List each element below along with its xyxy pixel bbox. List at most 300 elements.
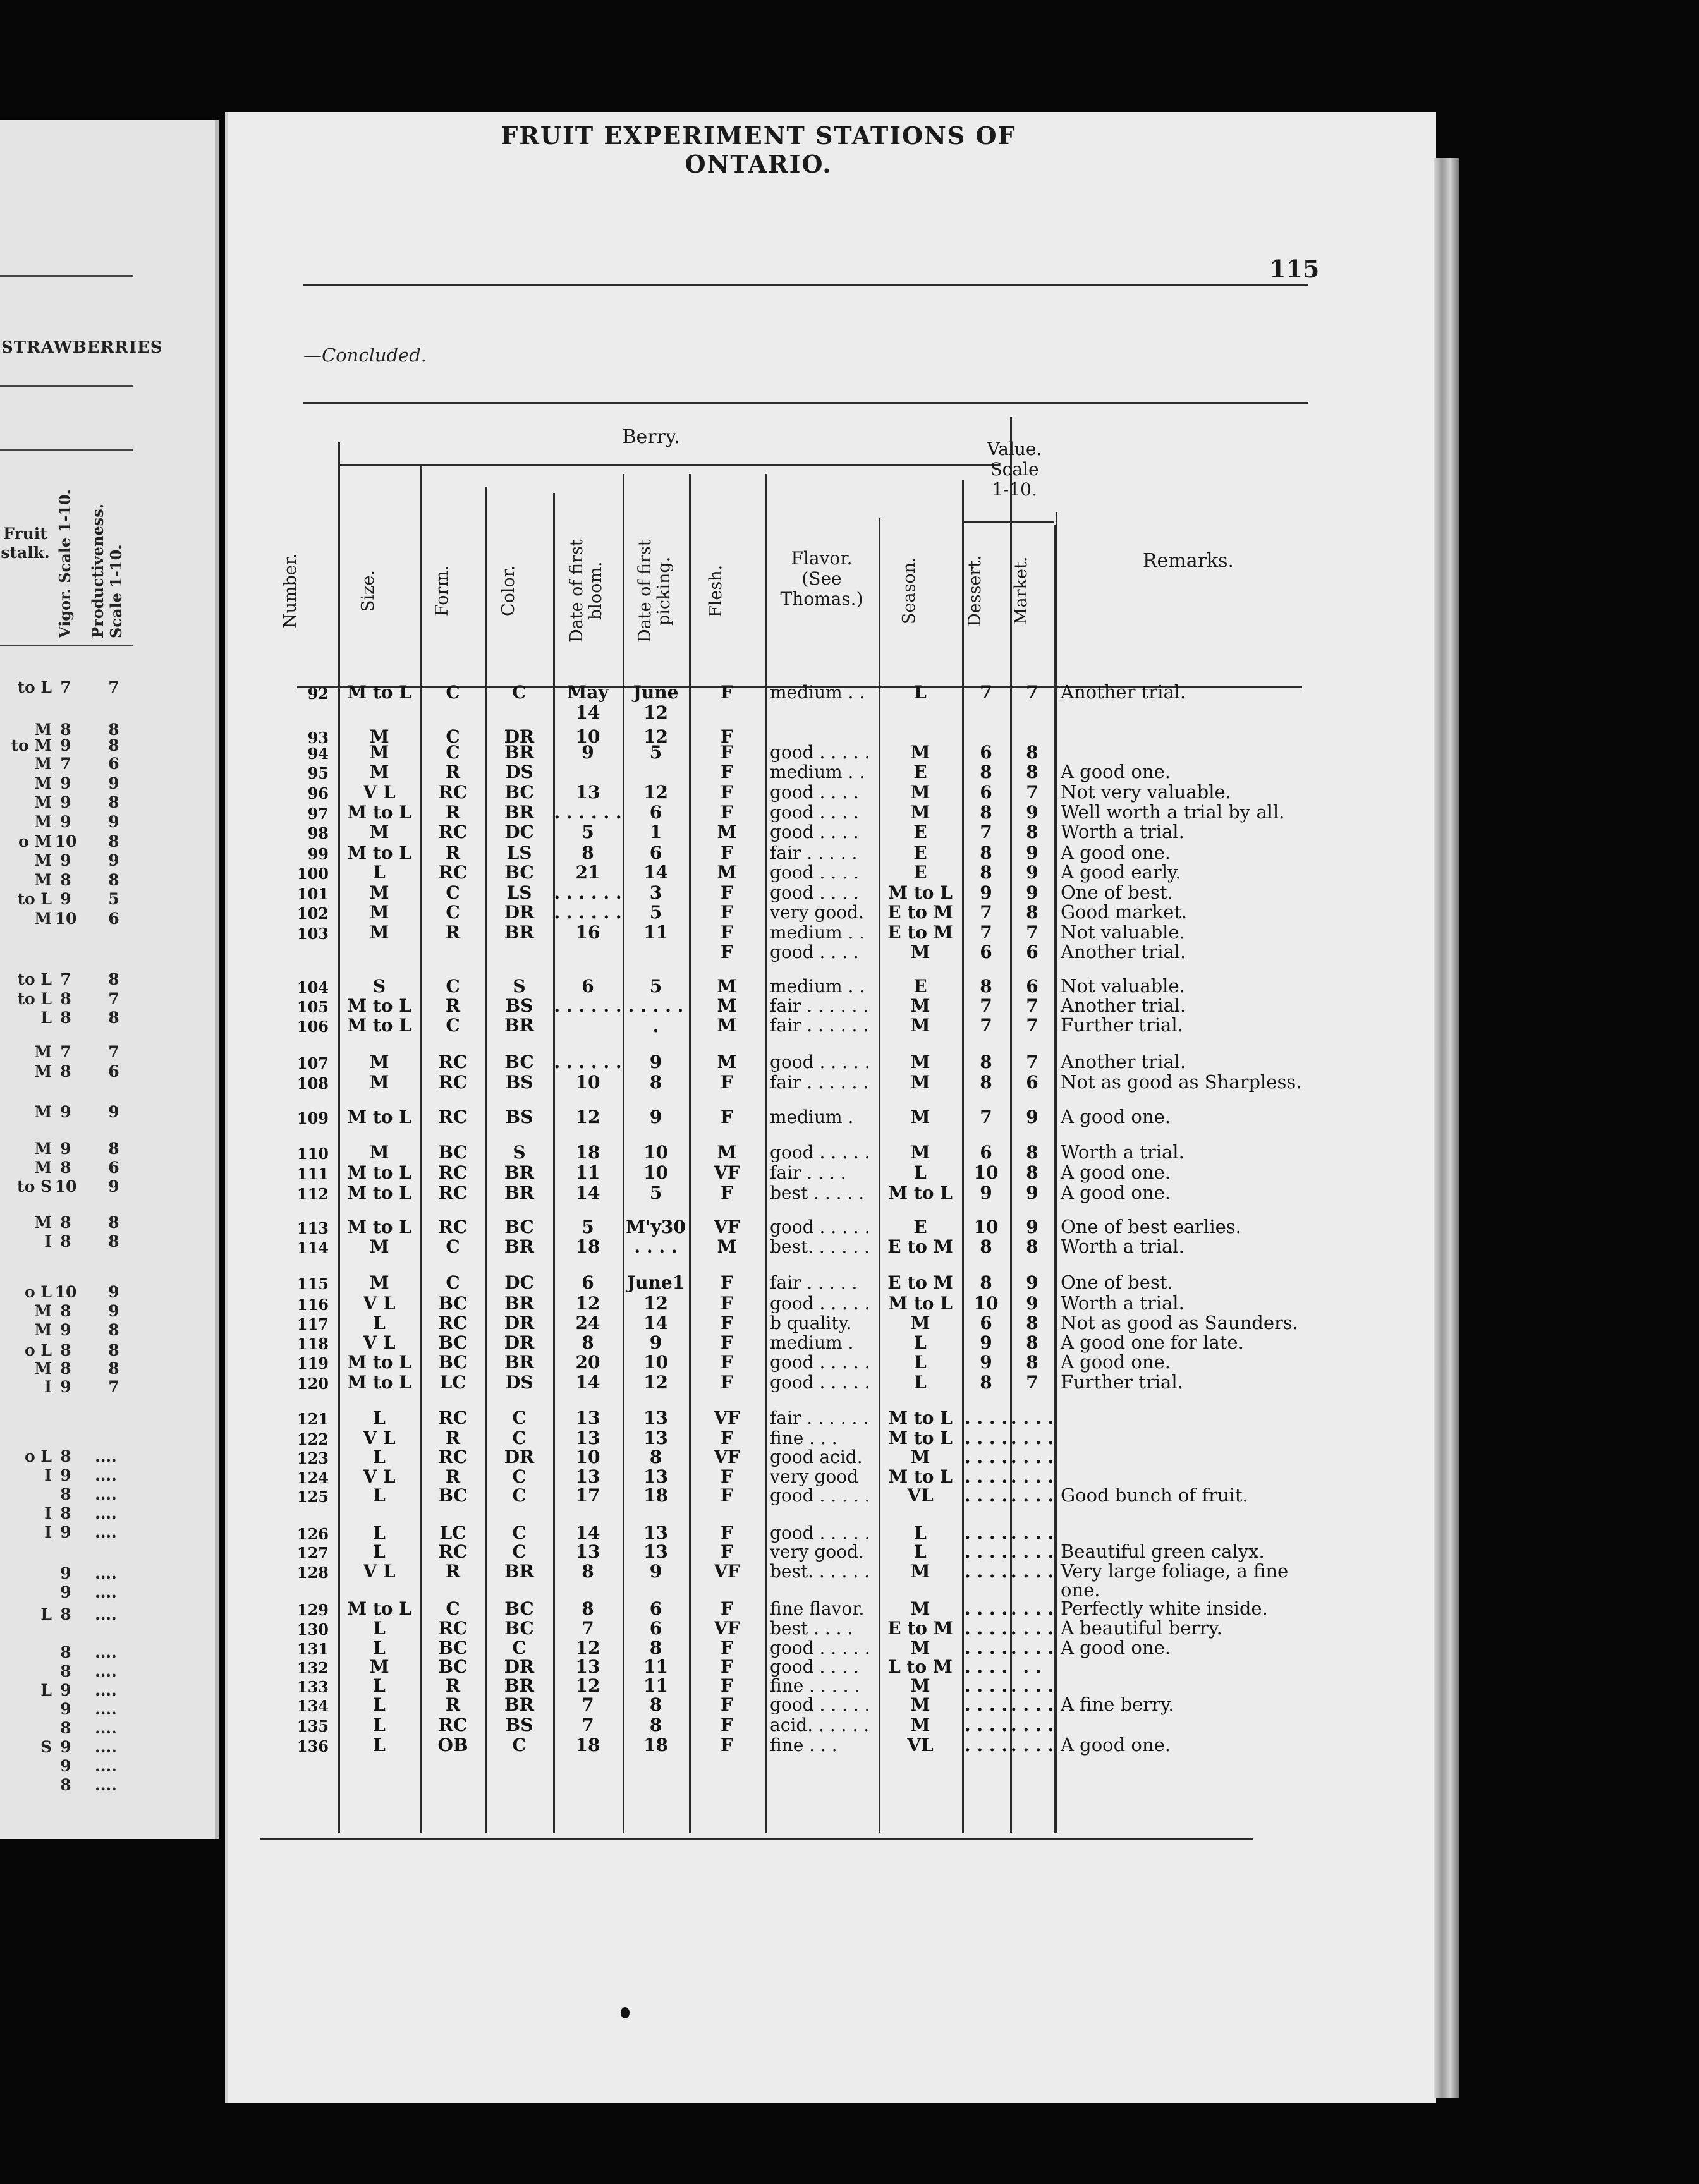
remarks-cell: One of best.: [1061, 882, 1173, 903]
row-number: 104: [296, 978, 329, 997]
flavor-cell: medium . .: [770, 922, 865, 943]
bloom-date-cell: May 14: [567, 682, 609, 723]
market-cell: 9: [1026, 862, 1038, 883]
bloom-date-cell: 18: [575, 1142, 600, 1163]
left-stalk-cell: M: [34, 871, 52, 889]
dessert-cell: 8: [980, 1052, 992, 1072]
picking-date-cell: 18: [643, 1735, 668, 1756]
remarks-cell: Worth a trial.: [1061, 1235, 1184, 1257]
season-cell: M: [910, 1072, 930, 1093]
color-cell: LS: [506, 842, 532, 863]
form-cell: R: [445, 922, 461, 943]
left-vigor-cell: 9: [60, 1583, 71, 1601]
dessert-cell: 8: [980, 862, 992, 883]
left-productiveness-cell: ....: [95, 1662, 117, 1680]
market-cell: 8: [1026, 761, 1038, 782]
size-cell: M: [369, 726, 389, 747]
row-number: 114: [296, 1239, 329, 1257]
color-cell: DR: [504, 1332, 535, 1353]
left-stalk-cell: M: [34, 793, 52, 811]
color-cell: C: [512, 1735, 527, 1756]
remarks-cell: A good one for late.: [1061, 1332, 1244, 1353]
flesh-cell: F: [721, 1656, 733, 1677]
market-cell: . . . .: [1010, 1598, 1054, 1619]
form-cell: LC: [439, 1372, 466, 1393]
column-head-flesh: Flesh.: [706, 564, 726, 617]
flesh-cell: M: [717, 976, 737, 997]
season-cell: L: [914, 1162, 927, 1183]
season-cell: E to M: [887, 1236, 953, 1257]
row-number: 108: [296, 1074, 329, 1093]
picking-date-cell: 5: [649, 902, 662, 923]
season-cell: L: [914, 1352, 927, 1373]
picking-date-cell: 5: [649, 1182, 662, 1203]
left-vigor-cell: 8: [60, 1776, 71, 1794]
bloom-date-cell: 13: [575, 1656, 600, 1677]
remarks-cell: A good one.: [1061, 1734, 1171, 1756]
market-cell: 8: [1026, 1236, 1038, 1257]
flesh-cell: F: [721, 1541, 733, 1562]
row-number: 101: [296, 885, 329, 903]
left-vigor-cell: 9: [60, 1378, 71, 1396]
row-number: 100: [296, 864, 329, 883]
picking-date-cell: 5: [649, 976, 662, 997]
market-cell: . .: [1023, 1656, 1042, 1677]
form-cell: C: [446, 742, 460, 763]
left-productiveness-cell: 8: [108, 1213, 119, 1232]
flavor-cell: fair . . . . .: [770, 1272, 858, 1293]
dessert-cell: . . . .: [964, 1714, 1008, 1735]
bloom-date-cell: 8: [582, 1332, 594, 1353]
size-cell: L: [373, 1618, 386, 1639]
bloom-date-cell: 12: [575, 1637, 600, 1658]
flesh-cell: F: [721, 1372, 733, 1393]
left-vigor-cell: 8: [60, 1643, 71, 1661]
dessert-cell: 6: [980, 742, 992, 763]
form-cell: RC: [438, 822, 468, 842]
season-cell: M: [910, 942, 930, 962]
season-cell: VL: [907, 1735, 934, 1756]
left-vigor-cell: 9: [60, 1103, 71, 1121]
dessert-cell: . . . .: [964, 1466, 1008, 1487]
flavor-cell: medium . .: [770, 682, 865, 703]
size-cell: M to L: [347, 1352, 411, 1373]
flesh-cell: VF: [714, 1618, 740, 1639]
dessert-cell: . . . .: [964, 1407, 1008, 1428]
picking-date-cell: 11: [643, 1675, 668, 1696]
row-number: 116: [296, 1295, 329, 1314]
left-vigor-cell: 8: [60, 1232, 71, 1251]
flavor-cell: good . . . . .: [770, 1293, 870, 1314]
color-cell: BR: [504, 1694, 534, 1715]
flavor-cell: fine . . . . .: [770, 1675, 860, 1696]
form-cell: R: [445, 1466, 461, 1487]
size-cell: M: [369, 1142, 389, 1163]
picking-date-cell: 11: [643, 1656, 668, 1677]
row-number: 136: [296, 1737, 329, 1756]
form-cell: RC: [438, 862, 468, 883]
size-cell: V L: [363, 1466, 396, 1487]
dessert-cell: 7: [980, 682, 992, 703]
remarks-cell: Further trial.: [1061, 1371, 1183, 1393]
left-stalk-cell: I: [44, 1504, 52, 1522]
flesh-cell: F: [721, 1694, 733, 1715]
left-productiveness-cell: 8: [108, 1009, 119, 1027]
remarks-cell: Another trial.: [1061, 681, 1186, 703]
left-vigor-cell: 9: [60, 1681, 71, 1699]
row-number: 111: [296, 1165, 329, 1183]
left-productiveness-cell: ....: [95, 1523, 117, 1541]
picking-date-cell: 8: [649, 1447, 662, 1467]
left-productiveness-cell: 9: [108, 813, 119, 831]
bloom-date-cell: 14: [575, 1372, 600, 1393]
bloom-date-cell: 12: [575, 1107, 600, 1127]
left-vigor-cell: 9: [60, 1757, 71, 1775]
dessert-cell: . . . .: [964, 1561, 1008, 1582]
remarks-cell: Another trial.: [1061, 941, 1186, 962]
size-cell: M to L: [347, 802, 411, 823]
dessert-cell: 6: [980, 1313, 992, 1333]
left-stalk-cell: to S: [17, 1177, 52, 1196]
flavor-cell: good . . . . .: [770, 742, 870, 763]
column-rule: [1056, 512, 1057, 1833]
size-cell: M to L: [347, 995, 411, 1016]
season-cell: E to M: [887, 1618, 953, 1639]
season-cell: M: [910, 995, 930, 1016]
flavor-cell: best . . . .: [770, 1618, 853, 1639]
row-number: 122: [296, 1430, 329, 1448]
bloom-date-cell: . . . . . .: [554, 902, 622, 923]
picking-date-cell: 8: [649, 1694, 662, 1715]
page-edge: [1434, 158, 1459, 2098]
size-cell: L: [373, 1447, 386, 1467]
size-cell: L: [373, 1407, 386, 1428]
dessert-cell: 8: [980, 1272, 992, 1293]
form-cell: RC: [438, 1407, 468, 1428]
flavor-cell: best . . . . .: [770, 1182, 865, 1203]
size-cell: L: [373, 1675, 386, 1696]
row-number: 110: [296, 1144, 329, 1163]
form-cell: RC: [438, 1182, 468, 1203]
season-cell: L to M: [888, 1656, 953, 1677]
flesh-cell: F: [721, 1637, 733, 1658]
picking-date-cell: 9: [649, 1107, 662, 1127]
form-cell: LC: [439, 1522, 466, 1543]
table-top-rule: [303, 402, 1308, 404]
flesh-cell: F: [721, 1272, 733, 1293]
dessert-cell: 8: [980, 842, 992, 863]
remarks-cell: A good one.: [1061, 842, 1171, 863]
picking-date-cell: . . . . . .: [628, 995, 684, 1036]
size-cell: M: [369, 1272, 389, 1293]
left-stalk-cell: L: [40, 1009, 52, 1027]
form-cell: R: [445, 1561, 461, 1582]
size-cell: L: [373, 1735, 386, 1756]
bloom-date-cell: 10: [575, 1072, 600, 1093]
color-cell: BR: [504, 1182, 534, 1203]
row-number: 102: [296, 904, 329, 923]
left-stalk-cell: M: [34, 1139, 52, 1158]
left-productiveness-cell: ....: [95, 1719, 117, 1737]
left-productiveness-cell: 8: [108, 832, 119, 851]
remarks-cell: Worth a trial.: [1061, 1141, 1184, 1163]
market-cell: 9: [1026, 1272, 1038, 1293]
dessert-cell: 8: [980, 976, 992, 997]
left-productiveness-cell: 8: [108, 1341, 119, 1359]
form-cell: C: [446, 1272, 460, 1293]
remarks-cell: Not as good as Saunders.: [1061, 1312, 1298, 1333]
bloom-date-cell: 12: [575, 1293, 600, 1314]
left-productiveness-cell: 7: [108, 1378, 119, 1396]
left-productiveness-cell: 6: [108, 1158, 119, 1177]
season-cell: M to L: [888, 1428, 953, 1448]
flesh-cell: VF: [714, 1447, 740, 1467]
season-cell: M: [910, 1598, 930, 1619]
color-cell: BR: [504, 1293, 534, 1314]
bloom-date-cell: 5: [582, 1216, 594, 1237]
size-cell: M: [369, 1656, 389, 1677]
color-cell: S: [513, 1142, 526, 1163]
form-cell: RC: [438, 782, 468, 803]
left-productiveness-cell: ....: [95, 1757, 117, 1775]
size-cell: M to L: [347, 1107, 411, 1127]
berry-group-head: Berry.: [622, 426, 680, 448]
color-cell: BR: [504, 1675, 534, 1696]
left-stalk-cell: M: [34, 1359, 52, 1378]
season-cell: M: [910, 1714, 930, 1735]
market-cell: . . . .: [1010, 1618, 1054, 1639]
bloom-date-cell: 10: [575, 726, 600, 747]
form-cell: C: [446, 726, 460, 747]
left-page-heading: STRAWBERRIES: [1, 338, 163, 357]
remarks-cell: A good one.: [1061, 1182, 1171, 1203]
left-vigor-cell: 9: [60, 736, 71, 755]
left-productiveness-cell: ....: [95, 1504, 117, 1522]
color-cell: BR: [504, 1015, 534, 1036]
market-cell: 8: [1026, 1162, 1038, 1183]
remarks-cell: Well worth a trial by all.: [1061, 801, 1285, 823]
season-cell: E: [913, 822, 927, 842]
value-group-head: Value. Scale 1-10.: [987, 439, 1042, 500]
form-cell: RC: [438, 1313, 468, 1333]
left-col-head-productiveness: Productiveness. Scale 1-10.: [88, 503, 125, 638]
size-cell: V L: [363, 1293, 396, 1314]
column-head-size: Size.: [358, 570, 378, 612]
flesh-cell: F: [721, 1466, 733, 1487]
bloom-date-cell: 17: [575, 1485, 600, 1506]
column-head-remarks: Remarks.: [1142, 550, 1234, 572]
flavor-cell: fine flavor.: [770, 1598, 865, 1619]
picking-date-cell: 8: [649, 1072, 662, 1093]
market-cell: 6: [1026, 976, 1038, 997]
season-cell: L: [914, 1522, 927, 1543]
market-cell: 9: [1026, 1182, 1038, 1203]
size-cell: M to L: [347, 1372, 411, 1393]
flavor-cell: fair . . . . . .: [770, 1407, 869, 1428]
market-cell: . . . .: [1010, 1447, 1054, 1467]
dessert-cell: . . . .: [964, 1447, 1008, 1467]
row-number: 125: [296, 1488, 329, 1506]
left-vigor-cell: 8: [60, 1213, 71, 1232]
picking-date-cell: 12: [643, 726, 668, 747]
dessert-cell: 6: [980, 1142, 992, 1163]
flavor-cell: good . . . .: [770, 942, 859, 962]
left-vigor-cell: 9: [60, 890, 71, 908]
row-number: 131: [296, 1640, 329, 1658]
market-cell: . . . .: [1010, 1522, 1054, 1543]
left-vigor-cell: 9: [60, 1564, 71, 1582]
color-cell: BC: [504, 862, 534, 883]
remarks-cell: Worth a trial.: [1061, 1292, 1184, 1314]
size-cell: L: [373, 1714, 386, 1735]
left-stalk-cell: M: [34, 1103, 52, 1121]
picking-date-cell: 6: [649, 1598, 662, 1619]
season-cell: M: [910, 1694, 930, 1715]
bloom-date-cell: 21: [575, 862, 600, 883]
left-productiveness-cell: 5: [108, 890, 119, 908]
dessert-cell: 6: [980, 942, 992, 962]
left-productiveness-cell: 6: [108, 1062, 119, 1081]
flesh-cell: F: [721, 882, 733, 903]
dessert-cell: . . . .: [964, 1522, 1008, 1543]
dessert-cell: 8: [980, 1236, 992, 1257]
dessert-cell: 9: [980, 1182, 992, 1203]
picking-date-cell: 10: [643, 1352, 668, 1373]
bloom-date-cell: 5: [582, 822, 594, 842]
left-vigor-cell: 10: [54, 1177, 77, 1196]
market-cell: . . . .: [1010, 1485, 1054, 1506]
picking-date-cell: 12: [643, 1293, 668, 1314]
bloom-date-cell: 24: [575, 1313, 600, 1333]
picking-date-cell: June1: [626, 1272, 685, 1293]
column-head-form: Form.: [432, 565, 452, 617]
color-cell: C: [512, 1466, 527, 1487]
flesh-cell: F: [721, 1107, 733, 1127]
market-cell: 8: [1026, 1332, 1038, 1353]
market-cell: 9: [1026, 1107, 1038, 1127]
market-cell: 7: [1026, 1015, 1038, 1036]
bloom-date-cell: 16: [575, 922, 600, 943]
column-head-color: Color.: [498, 565, 518, 617]
left-vigor-cell: 9: [60, 793, 71, 811]
market-cell: 7: [1026, 922, 1038, 943]
dessert-cell: . . . .: [964, 1656, 1008, 1677]
remarks-cell: Not as good as Sharpless.: [1061, 1071, 1302, 1093]
column-head-market: Market.: [1011, 556, 1031, 626]
left-productiveness-cell: 8: [108, 1139, 119, 1158]
left-vigor-cell: 7: [60, 678, 71, 696]
flesh-cell: M: [717, 1052, 737, 1072]
remarks-cell: Further trial.: [1061, 1014, 1183, 1036]
left-stalk-cell: to L: [17, 970, 52, 988]
remarks-cell: Beautiful green calyx.: [1061, 1541, 1265, 1562]
dessert-cell: 9: [980, 1352, 992, 1373]
bloom-date-cell: 8: [582, 1561, 594, 1582]
remarks-cell: A good one.: [1061, 761, 1171, 782]
flesh-cell: VF: [714, 1561, 740, 1582]
market-cell: 8: [1026, 1142, 1038, 1163]
picking-date-cell: 11: [643, 922, 668, 943]
column-rule: [765, 474, 767, 1833]
left-vigor-cell: 9: [60, 1738, 71, 1756]
left-productiveness-cell: 7: [108, 1043, 119, 1061]
color-cell: BC: [504, 1216, 534, 1237]
left-vigor-cell: 8: [60, 1341, 71, 1359]
left-productiveness-cell: 9: [108, 1177, 119, 1196]
row-number: 98: [307, 824, 329, 842]
left-stalk-cell: to M: [11, 736, 52, 755]
market-cell: 6: [1026, 942, 1038, 962]
form-cell: RC: [438, 1714, 468, 1735]
left-productiveness-cell: ....: [95, 1564, 117, 1582]
bloom-date-cell: . . . . . .: [554, 1052, 622, 1072]
flavor-cell: fair . . . .: [770, 1162, 846, 1183]
flesh-cell: M: [717, 1236, 737, 1257]
form-cell: R: [445, 1675, 461, 1696]
form-cell: R: [445, 1428, 461, 1448]
color-cell: C: [512, 1637, 527, 1658]
left-productiveness-cell: ....: [95, 1738, 117, 1756]
form-cell: BC: [438, 1352, 468, 1373]
picking-date-cell: 10: [643, 1142, 668, 1163]
size-cell: M to L: [347, 1162, 411, 1183]
flavor-cell: good . . . . .: [770, 1216, 870, 1237]
left-col-head-stalk: Fruit stalk.: [1, 525, 50, 562]
market-cell: 7: [1026, 995, 1038, 1016]
form-cell: C: [446, 1598, 460, 1619]
size-cell: L: [373, 1541, 386, 1562]
left-productiveness-cell: ....: [95, 1643, 117, 1661]
left-productiveness-cell: ....: [95, 1485, 117, 1503]
form-cell: R: [445, 995, 461, 1016]
color-cell: BR: [504, 802, 534, 823]
color-cell: DC: [504, 822, 534, 842]
row-number: 107: [296, 1054, 329, 1072]
left-page-rule: [0, 645, 133, 646]
dessert-cell: 7: [980, 1107, 992, 1127]
remarks-cell: Good market.: [1061, 901, 1188, 923]
left-productiveness-cell: 8: [108, 1321, 119, 1339]
flavor-cell: medium .: [770, 1332, 854, 1353]
form-cell: R: [445, 1694, 461, 1715]
bloom-date-cell: 8: [582, 842, 594, 863]
form-cell: R: [445, 802, 461, 823]
left-vigor-cell: 10: [54, 1283, 77, 1301]
dessert-cell: 7: [980, 995, 992, 1016]
left-productiveness-cell: 8: [108, 1359, 119, 1378]
color-cell: BC: [504, 782, 534, 803]
row-number: 124: [296, 1469, 329, 1487]
season-cell: E: [913, 862, 927, 883]
remarks-cell: A good one.: [1061, 1106, 1171, 1127]
flavor-cell: good . . . . .: [770, 1522, 870, 1543]
size-cell: L: [373, 1485, 386, 1506]
dessert-cell: 10: [973, 1162, 999, 1183]
left-productiveness-cell: 8: [108, 720, 119, 739]
picking-date-cell: 14: [643, 862, 668, 883]
row-number: 127: [296, 1544, 329, 1562]
row-number: 133: [296, 1678, 329, 1696]
size-cell: M: [369, 742, 389, 763]
season-cell: E: [913, 1216, 927, 1237]
size-cell: M: [369, 902, 389, 923]
picking-date-cell: 9: [649, 1052, 662, 1072]
bloom-date-cell: 13: [575, 782, 600, 803]
season-cell: M: [910, 742, 930, 763]
size-cell: L: [373, 1313, 386, 1333]
dessert-cell: 8: [980, 802, 992, 823]
picking-date-cell: . . . .: [634, 1236, 678, 1257]
